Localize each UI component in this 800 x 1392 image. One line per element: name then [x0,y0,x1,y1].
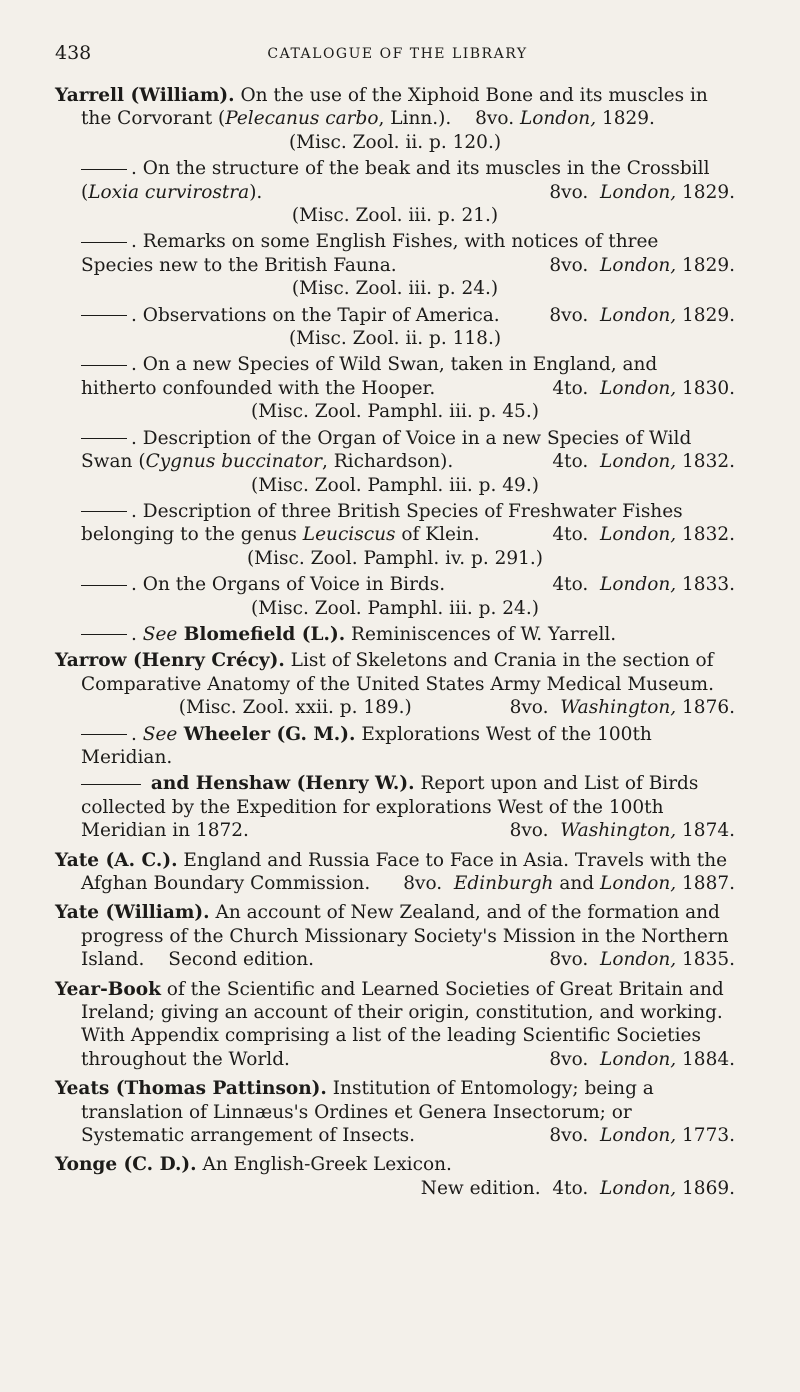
entry-format: 4to. [552,524,589,546]
catalogue-entry [55,1153,735,1199]
entry-see: See [142,623,178,645]
entry-place: London, [600,1177,677,1199]
entry-place: Washington, [560,697,677,719]
entry-author: Blomefield (L.). [177,623,346,645]
entry-place: London, [600,181,677,203]
entry-title: On a new Species of Wild Swan, taken in England, and hitherto confounded with the Hooper. [81,354,658,399]
entry-place: London, [600,304,677,326]
entry-author: Henshaw (Henry W.). [195,773,415,795]
entry-format: 8vo. [475,108,515,130]
entry-note: (Misc. Zool. ii. p. 118.) [288,328,502,350]
entry-note: (Misc. Zool. iii. p. 24.) [291,278,499,300]
entry-place-2: London, [600,873,677,894]
entry-species: Pelecanus carbo [225,108,379,130]
page-number: 438 [55,42,92,64]
entry-genus: Leuciscus [302,524,396,546]
entry-format: 8vo. [549,304,589,326]
catalogue-entry: . Description of three British Species of Freshwater Fishes belonging to the genus Leuciscus of Klein. 4to. London, 1832. (Misc. Zool. Pamphl. iv. p. 291.) [81,500,735,569]
entry-title: Remarks on some English Fishes, with notices of three Species new to the British Fauna. [81,231,659,276]
catalogue-entry: . On the Organs of Voice in Birds. 4to. London, 1833. (Misc. Zool. Pamphl. iii. p. 24.) [55,573,735,620]
running-title: CATALOGUE OF THE LIBRARY [267,46,528,62]
catalogue-entry [55,772,735,842]
entry-title: An English-Greek Lexicon. [196,1154,452,1176]
entry-author: Yate (A. C.). [55,849,178,871]
entry-note: (Misc. Zool. Pamphl. iii. p. 24.) [251,597,539,619]
entry-place: London, [600,377,677,399]
ditto-rule [81,734,127,735]
ditto-rule [81,438,127,439]
entry-title: On the use of the Xiphoid Bone and its muscles in the Corvorant ( [81,85,708,130]
ditto-rule [81,511,127,512]
entry-format: 4to. [552,377,589,399]
entry-author: Yonge (C. D.). [55,1154,197,1176]
entry-author: Year-Book [55,978,161,1000]
catalogue-entry [55,849,735,896]
entry-place: London, [519,108,597,130]
entry-title: List of Skeletons and Crania in the section of Comparative Anatomy of the United States Army Medical Museum. [81,650,714,695]
entry-title: England and Russia Face to Face in Asia. Travels with the Afghan Boundary Commission. [81,849,728,894]
entry-author: Yate (William). [55,902,210,924]
entry-prefix: and [150,773,196,795]
entry-year: 1835. [676,949,735,971]
entry-note: (Misc. Zool. iii. p. 21.) [291,205,499,227]
ditto-rule [81,242,127,243]
entry-year: 1887. [676,873,735,894]
entry-format: 8vo. [549,1048,589,1070]
entry-note: (Misc. Zool. Pamphl. iii. p. 45.) [251,401,539,423]
entry-title: Institution of Entomology; being a translation of Linnæus's Ordines et Genera Insectorum; or Systematic arrangement of Insects. [81,1078,654,1147]
entry-title-tail: , Richardson). [321,451,454,473]
entry-title: Explorations West of the 100th Meridian. [81,723,652,768]
catalogue-entry [55,978,735,1072]
entry-place: London, [600,254,677,276]
ditto-rule [81,315,127,316]
entry-note: (Misc. Zool. Pamphl. iv. p. 291.) [246,547,544,569]
entry-edition: New edition. [420,1177,541,1199]
catalogue-body [55,84,735,1200]
catalogue-entry: . Remarks on some English Fishes, with notices of three Species new to the British Fauna. 8vo. London, 1829. (Misc. Zool. iii. p. 24.) [81,231,735,300]
catalogue-entry [55,84,735,154]
entry-author: Yeats (Thomas Pattinson). [55,1078,327,1100]
page-header [55,42,740,72]
catalogue-entry [55,1077,735,1147]
entry-year: 1829. [676,304,735,326]
entry-title-tail: , Linn.). [378,108,452,130]
entry-year: 1869. [676,1177,735,1199]
entry-format: 4to. [552,451,589,473]
entry-species: Cygnus buccinator [145,451,322,473]
entry-format: 8vo. [403,873,443,894]
entry-title: Description of the Organ of Voice in a new Species of Wild Swan ( [81,427,692,473]
entry-edition: Second edition. [168,949,315,971]
entry-year: 1832. [676,524,735,546]
entry-title: of the Scientific and Learned Societies of Great Britain and Ireland; giving an account of their origin, constitution, and working. With Appendix comprising a list of the leading Scientific Societies throughout the World. [81,978,724,1070]
ditto-rule [81,784,141,785]
entry-title: Report upon and List of Birds collected by the Expedition for explorations West of the 100th Meridian in 1872. [81,773,699,842]
entry-place: Edinburgh [453,873,554,894]
catalogue-entry: . Observations on the Tapir of America. 8vo. London, 1829. (Misc. Zool. ii. p. 118.) [55,304,735,351]
entry-year: 1833. [676,574,735,596]
catalogue-entry: . On the structure of the beak and its muscles in the Crossbill (Loxia curvirostra). 8vo. London, 1829. (Misc. Zool. iii. p. 21.) [81,158,735,227]
entry-note: (Misc. Zool. ii. p. 120.) [288,131,502,153]
entry-format: 8vo. [549,949,589,971]
ditto-rule [81,365,127,366]
catalogue-entry: . See Wheeler (G. M.). Explorations West of the 100th Meridian. [81,723,652,768]
entry-year: 1773. [676,1125,735,1147]
entry-title: Reminiscences of W. Yarrell. [345,623,617,645]
entry-author: Yarrow (Henry Crécy). [55,650,285,672]
entry-conjunction: and [553,873,601,894]
entry-format: 4to. [552,1177,589,1199]
entry-year: 1830. [676,377,735,399]
entry-year: 1876. [676,697,735,719]
entry-year: 1829. [676,254,735,276]
entry-title-tail: of Klein. [395,524,480,546]
entry-year: 1829. [676,181,735,203]
entry-title: On the Organs of Voice in Birds. [136,574,446,596]
entry-place: London, [600,524,677,546]
entry-title-tail: ). [249,181,263,203]
entry-year: 1884. [676,1048,735,1070]
entry-author: Yarrell (William). [55,85,235,106]
catalogue-entry: . On a new Species of Wild Swan, taken in England, and hitherto confounded with the Hooper. 4to. London, 1830. (Misc. Zool. Pamphl. iii. p. 45.) [81,354,735,423]
ditto-rule [81,634,127,635]
entry-title: Description of three British Species of Freshwater Fishes belonging to the genus [81,500,683,546]
entry-place: London, [600,949,677,971]
entry-format: 8vo. [509,697,549,719]
entry-place: London, [600,1125,677,1147]
entry-title: On the structure of the beak and its muscles in the Crossbill ( [81,158,710,203]
entry-author: Wheeler (G. M.). [177,723,356,745]
entry-format: 8vo. [549,181,589,203]
entry-place: London, [600,1048,677,1070]
entry-format: 8vo. [509,820,549,842]
ditto-rule [81,585,127,586]
catalogue-entry: . See Blomefield (L.). Reminiscences of W. Yarrell. [55,623,735,646]
catalogue-entry [55,649,735,719]
entry-format: 8vo. [549,1125,589,1147]
entry-species: Loxia curvirostra [88,181,250,203]
entry-year: 1829. [596,108,655,130]
entry-title: An account of New Zealand, and of the formation and progress of the Church Missionary Society's Mission in the Northern Island. [81,902,729,971]
ditto-rule [81,169,127,170]
entry-format: 8vo. [549,254,589,276]
entry-format: 4to. [552,574,589,596]
entry-note: (Misc. Zool. Pamphl. iii. p. 49.) [251,474,539,496]
entry-place: Washington, [560,820,677,842]
catalogue-entry [55,901,735,971]
catalogue-entry: . Description of the Organ of Voice in a new Species of Wild Swan (Cygnus buccinator, Richardson). 4to. London, 1832. (Misc. Zool. Pamphl. iii. p. 49.) [81,427,735,496]
entry-year: 1832. [676,451,735,473]
entry-see: See [142,723,178,745]
entry-place: London, [600,451,677,473]
entry-note: (Misc. Zool. xxii. p. 189.) [178,697,412,719]
entry-year: 1874. [676,820,735,842]
entry-title: Observations on the Tapir of America. [136,304,500,326]
entry-place: London, [600,574,677,596]
